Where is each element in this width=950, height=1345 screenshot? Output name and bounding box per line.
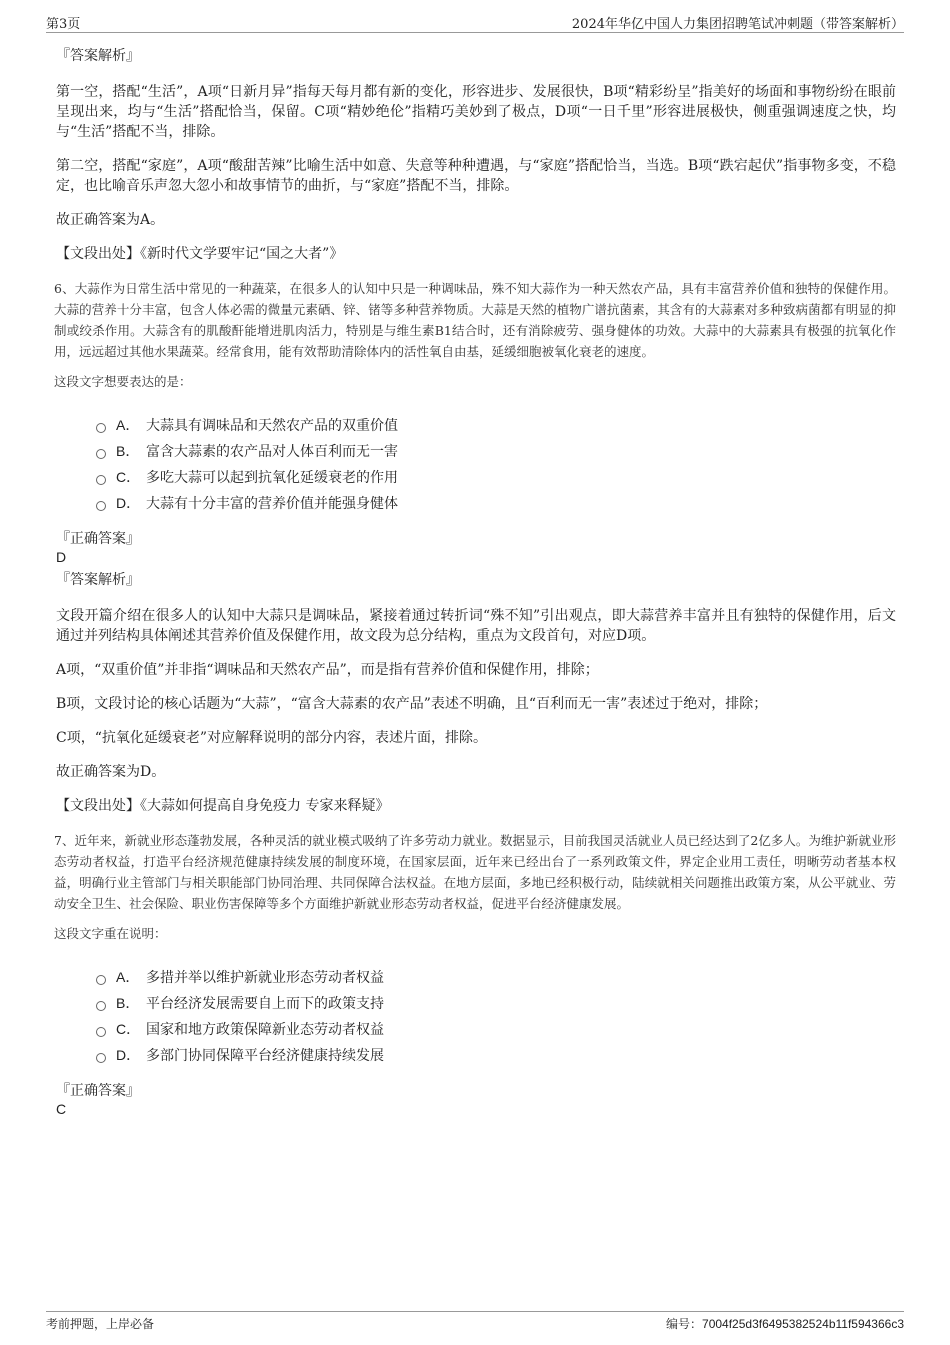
option-text: 多部门协同保障平台经济健康持续发展 xyxy=(146,1048,384,1064)
option-text: 大蒜有十分丰富的营养价值并能强身健体 xyxy=(146,496,398,512)
option-c[interactable] xyxy=(96,464,896,490)
radio-icon[interactable] xyxy=(96,501,106,511)
source-citation: 【文段出处】《新时代文学要牢记“国之大者”》 xyxy=(56,246,344,262)
analysis-label: 『答案解析』 xyxy=(56,572,140,588)
radio-icon[interactable] xyxy=(96,1027,106,1037)
radio-icon[interactable] xyxy=(96,1053,106,1063)
radio-icon[interactable] xyxy=(96,449,106,459)
radio-icon[interactable] xyxy=(96,975,106,985)
option-text: 大蒜具有调味品和天然农产品的双重价值 xyxy=(146,418,398,434)
correct-answer-label: 『正确答案』 xyxy=(56,531,140,547)
option-letter: A． xyxy=(116,969,140,985)
option-text: 国家和地方政策保障新业态劳动者权益 xyxy=(146,1022,384,1038)
option-c[interactable] xyxy=(96,1016,896,1042)
correct-answer: C xyxy=(56,1101,67,1117)
analysis-conclusion: 故正确答案为D。 xyxy=(56,764,166,780)
analysis-paragraph: C项，“抗氧化延缓衰老”对应解释说明的部分内容，表述片面，排除。 xyxy=(56,730,488,746)
document-title: 2024年华亿中国人力集团招聘笔试冲刺题（带答案解析） xyxy=(571,17,904,32)
radio-icon[interactable] xyxy=(96,423,106,433)
radio-icon[interactable] xyxy=(96,1001,106,1011)
option-a[interactable] xyxy=(96,964,896,990)
question-7-prompt: 这段文字重在说明： xyxy=(54,926,167,941)
option-letter: A． xyxy=(116,417,140,433)
option-d[interactable] xyxy=(96,1042,896,1068)
page-content xyxy=(56,46,896,1122)
radio-icon[interactable] xyxy=(96,475,106,485)
analysis-paragraph: A项，“双重价值”并非指“调味品和天然农产品”，而是指有营养价值和保健作用，排除； xyxy=(56,662,599,678)
analysis-paragraph: 第二空，搭配“家庭”，A项“酸甜苦辣”比喻生活中如意、失意等种种遭遇，与“家庭”搭配恰当，当选。B项“跌宕起伏”指事物多变，不稳定，也比喻音乐声忽大忽小和故事情节的曲折，与“家庭”搭配不当，排除。 xyxy=(56,158,896,194)
option-b[interactable] xyxy=(96,438,896,464)
option-a[interactable] xyxy=(96,412,896,438)
document-code: 编号：7004f25d3f6495382524b11f594366c3 xyxy=(666,1317,904,1331)
source-citation: 【文段出处】《大蒜如何提高自身免疫力 专家来释疑》 xyxy=(56,798,390,814)
option-letter: C． xyxy=(116,1021,141,1037)
question-6-options xyxy=(96,412,896,516)
question-6-text: 6、大蒜作为日常生活中常见的一种蔬菜，在很多人的认知中只是一种调味品，殊不知大蒜作为一种天然农产品，具有丰富营养价值和独特的保健作用。大蒜的营养十分丰富，包含人体必需的微量元素硒、锌、锗等多种营养物质。大蒜是天然的植物广谱抗菌素，其含有的大蒜素对多种致病菌都有明显的抑制或绞杀作用。大蒜含有的肌酸酐能增进肌肉活力，特别是与维生素B1结合时，还有消除疲劳、强身健体的功效。大蒜中的大蒜素具有极强的抗氧化作用，远远超过其他水果蔬菜。经常食用，能有效帮助清除体内的活性氧自由基，延缓细胞被氧化衰老的速度。 xyxy=(54,281,896,359)
analysis-paragraph: B项，文段讨论的核心话题为“大蒜”，“富含大蒜素的农产品”表述不明确，且“百利而无一害”表述过于绝对，排除； xyxy=(56,696,768,712)
option-letter: D． xyxy=(116,495,141,511)
option-d[interactable] xyxy=(96,490,896,516)
correct-answer-label: 『正确答案』 xyxy=(56,1083,140,1099)
analysis-paragraph: 第一空，搭配“生活”，A项“日新月异”指每天每月都有新的变化，形容进步、发展很快，B项“精彩纷呈”指美好的场面和事物纷纷在眼前呈现出来，均与“生活”搭配恰当，保留。C项“精妙绝伦”指精巧美妙到了极点，D项“一日千里”形容进展极快，侧重强调速度之快，均与“生活”搭配不当，排除。 xyxy=(56,84,896,140)
option-letter: B． xyxy=(116,443,140,459)
footer-divider xyxy=(46,1311,904,1312)
correct-answer: D xyxy=(56,549,67,565)
option-text: 富含大蒜素的农产品对人体百利而无一害 xyxy=(146,444,398,460)
page-number: 第3页 xyxy=(46,17,81,32)
option-text: 多吃大蒜可以起到抗氧化延缓衰老的作用 xyxy=(146,470,398,486)
option-letter: B． xyxy=(116,995,140,1011)
analysis-label: 『答案解析』 xyxy=(56,48,140,64)
question-7-text: 7、近年来，新就业形态蓬勃发展，各种灵活的就业模式吸纳了许多劳动力就业。数据显示，目前我国灵活就业人员已经达到了2亿多人。为维护新就业形态劳动者权益，打造平台经济规范健康持续发展的制度环境，在国家层面，近年来已经出台了一系列政策文件，界定企业用工责任，明晰劳动者基本权益，明确行业主管部门与相关职能部门协同治理、共同保障合法权益。在地方层面，多地已经积极行动，陆续就相关问题推出政策方案，从公平就业、劳动安全卫生、社会保险、职业伤害保障等多个方面维护新就业形态劳动者权益，促进平台经济健康发展。 xyxy=(54,833,896,911)
option-text: 多措并举以维护新就业形态劳动者权益 xyxy=(146,970,384,986)
question-6-prompt: 这段文字想要表达的是： xyxy=(54,374,192,389)
option-letter: C． xyxy=(116,469,141,485)
header-divider xyxy=(46,32,904,33)
analysis-conclusion: 故正确答案为A。 xyxy=(56,212,165,228)
option-letter: D． xyxy=(116,1047,141,1063)
analysis-paragraph: 文段开篇介绍在很多人的认知中大蒜只是调味品，紧接着通过转折词“殊不知”引出观点，即大蒜营养丰富并且有独特的保健作用，后文通过并列结构具体阐述其营养价值及保健作用，故文段为总分结构，重点为文段首句，对应D项。 xyxy=(56,608,896,644)
option-b[interactable] xyxy=(96,990,896,1016)
question-7-options xyxy=(96,964,896,1068)
option-text: 平台经济发展需要自上而下的政策支持 xyxy=(146,996,384,1012)
footer-slogan: 考前押题，上岸必备 xyxy=(46,1317,155,1331)
